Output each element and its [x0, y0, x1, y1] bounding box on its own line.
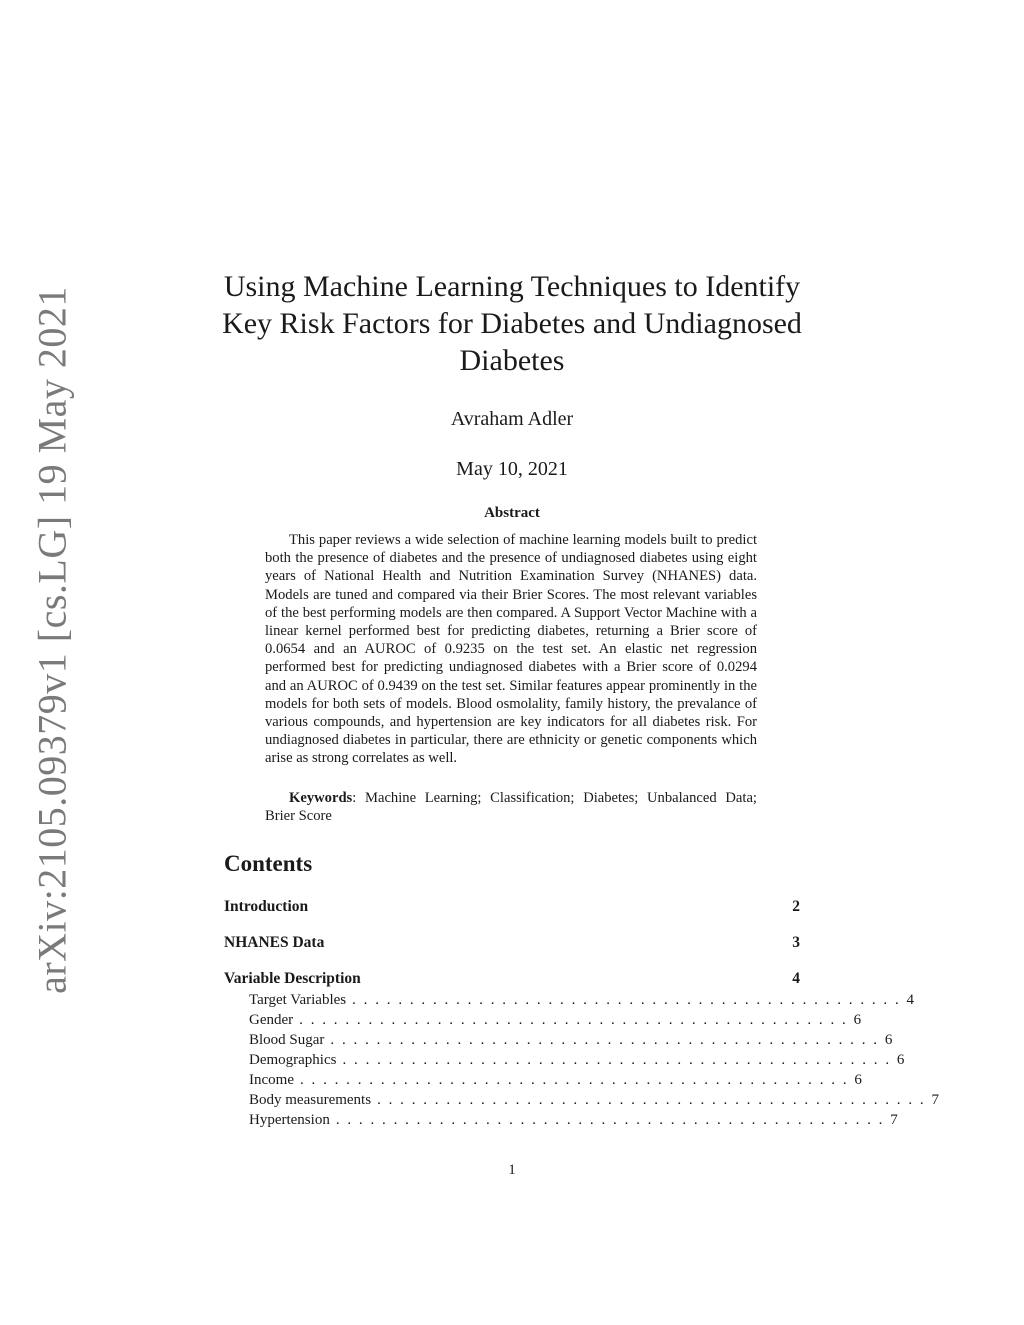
toc-section-introduction[interactable]: [224, 896, 800, 918]
toc-subsection-label: Hypertension: [249, 1112, 330, 1128]
toc-subsection-gender[interactable]: [224, 1010, 862, 1030]
title-line-1: Using Machine Learning Techniques to Identify: [223, 270, 801, 303]
abstract-body: This paper reviews a wide selection of machine learning models built to predict both the presence of diabetes and the presence of undiagnosed diabetes using eight years of National Health and Nutrition Examination Survey (NHANES) data. Models are tuned and compared via their Brier Scores. The most relevant variables of the best performing models are then compared. A Support Vector Machine with a linear kernel performed best for predicting diabetes, returning a Brier score of 0.0654 and an AUROC of 0.9235 on the test set. An elastic net regression performed best for predicting undiagnosed diabetes with a Brier score of 0.0294 and an AUROC of 0.9439 on the test set. Similar features appear prominently in the models for both sets of models. Blood osmolality, family history, the prevalance of various compounds, and hypertension are key indicators for all diabetes risk. For undiagnosed diabetes in particular, there are ethnicity or genetic components which arise as strong correlates as well.: [265, 532, 757, 767]
author-name: Avraham Adler: [450, 408, 574, 430]
paper-title: [200, 268, 824, 379]
abstract-heading: Abstract: [484, 505, 540, 521]
toc-subsection-label: Body measurements: [249, 1092, 372, 1108]
toc-section-label: NHANES Data: [224, 934, 325, 951]
toc-subsection-page: 7: [931, 1092, 939, 1108]
toc-subsection-page: 7: [890, 1112, 898, 1128]
keywords-label: Keywords: [289, 790, 353, 806]
toc-subsection-label: Demographics: [249, 1052, 337, 1068]
toc-section-nhanes-data[interactable]: [224, 932, 800, 954]
toc-subsection-label: Blood Sugar: [249, 1032, 325, 1048]
toc-section-page: 4: [792, 970, 800, 987]
toc-subsection-page: 6: [884, 1032, 893, 1048]
page-number: 1: [508, 1162, 516, 1178]
toc-dot-leader: ................................................: [342, 1052, 897, 1068]
toc-subsection-label: Target Variables: [249, 992, 347, 1008]
keywords-list: : Machine Learning; Classification; Diabetes; Unbalanced Data; Brier Score: [265, 790, 757, 825]
toc-subsection-page: 6: [853, 1012, 862, 1028]
arxiv-identifier-stamp: arXiv:2105.09379v1 [cs.LG] 19 May 2021: [29, 286, 75, 994]
toc-subsection-label: Income: [249, 1072, 294, 1088]
table-of-contents: [224, 896, 939, 1130]
toc-dot-leader: ................................................: [299, 1012, 854, 1028]
toc-subsection-page: 6: [896, 1052, 905, 1068]
toc-dot-leader: ................................................: [335, 1112, 891, 1128]
keywords-line: [265, 789, 757, 825]
toc-section-page: 2: [792, 898, 800, 915]
toc-subsection-label: Gender: [249, 1012, 294, 1028]
toc-subsection-demographics[interactable]: [224, 1050, 905, 1070]
title-line-2: Key Risk Factors for Diabetes and Undiagnosed: [222, 307, 802, 340]
toc-subsection-page: 4: [906, 992, 915, 1008]
contents-heading: Contents: [224, 851, 313, 876]
toc-subsection-body-measurements[interactable]: [224, 1090, 939, 1110]
toc-section-page: 3: [792, 934, 800, 951]
toc-dot-leader: ................................................: [299, 1072, 855, 1088]
toc-dot-leader: ................................................: [377, 1092, 932, 1108]
toc-section-variable-description[interactable]: [224, 968, 800, 990]
toc-dot-leader: ................................................: [330, 1032, 885, 1048]
toc-section-label: Introduction: [224, 898, 309, 915]
title-line-3: Diabetes: [459, 344, 565, 377]
toc-subsection-blood-sugar[interactable]: [224, 1030, 893, 1050]
toc-dot-leader: ................................................: [352, 992, 907, 1008]
toc-section-label: Variable Description: [224, 970, 361, 987]
toc-subsection-hypertension[interactable]: [224, 1110, 898, 1130]
publication-date: May 10, 2021: [456, 458, 568, 480]
toc-subsection-page: 6: [854, 1072, 862, 1088]
toc-subsection-income[interactable]: [224, 1070, 862, 1090]
toc-subsection-target-variables[interactable]: [224, 990, 915, 1010]
